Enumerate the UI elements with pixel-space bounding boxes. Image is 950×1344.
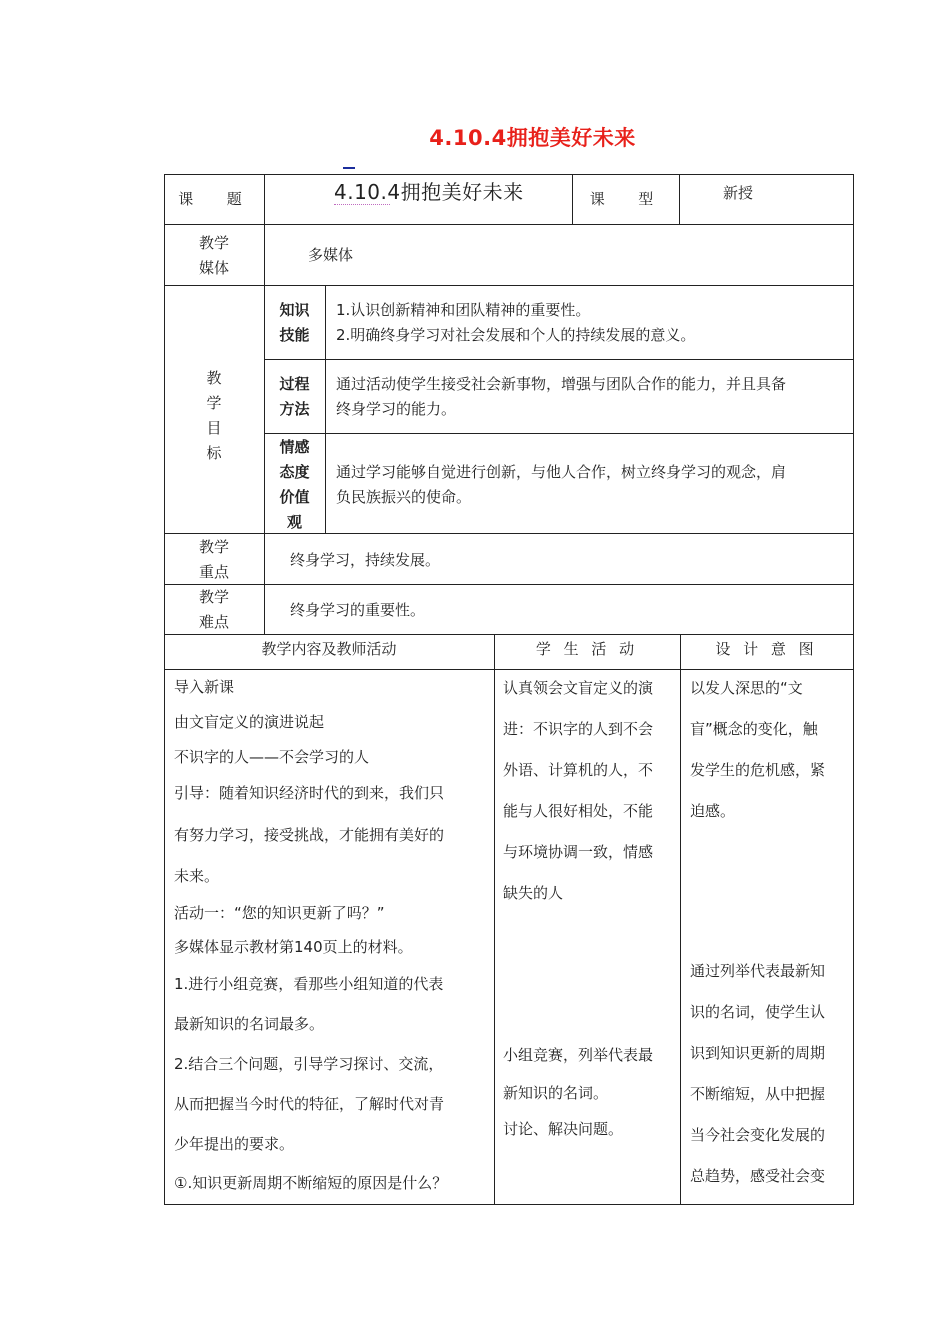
teacher-line: 导入新课 [174,678,235,696]
topic-value: 4.10.4拥抱美好未来 [334,180,524,204]
goal-text-line: 终身学习的能力。 [336,400,457,418]
goal-attitude-text [336,460,848,510]
teacher-line: 由文盲定义的演进说起 [174,713,325,731]
key-label [164,535,264,585]
goal-process-text [336,372,848,422]
difficulty-label [164,585,264,635]
row-divider [265,433,854,434]
key-label-line-2: 重点 [198,563,229,581]
media-value: 多媒体 [308,246,354,264]
teacher-line: 少年提出的要求。 [174,1135,295,1153]
table-border-bottom [164,1204,854,1205]
type-value: 新授 [723,184,754,202]
design-line: 识到知识更新的周期 [690,1044,826,1062]
design-intent-block-1 [690,668,850,832]
col-divider [325,285,326,533]
goals-label-char: 教 [206,369,222,387]
teacher-line: 未来。 [174,867,220,885]
type-label [572,187,679,212]
student-line: 能与人很好相处，不能 [503,802,654,820]
teacher-line: 不识字的人——不会学习的人 [174,748,370,766]
teacher-line: 引导：随着知识经济时代的到来，我们只 [174,784,445,802]
difficulty-label-line-2: 难点 [198,613,229,631]
goal-label-line: 技能 [279,326,310,344]
difficulty-label-line-1: 教学 [198,588,229,606]
row-divider [164,584,854,585]
design-line: 识的名词，使学生认 [690,1003,826,1021]
media-label [164,231,264,281]
header-design-text: 设 计 意 图 [715,640,818,658]
student-line: 认真领会文盲定义的演 [503,679,654,697]
student-activity-block-1 [503,668,678,914]
teacher-line: ①.知识更新周期不断缩短的原因是什么？ [174,1174,448,1192]
goal-text-line: 2.明确终身学习对社会发展和个人的持续发展的意义。 [336,326,696,344]
header-student [494,637,680,662]
goal-label-line: 过程 [279,375,310,393]
design-intent-block-2 [690,951,850,1197]
media-label-line-1: 教学 [198,234,229,252]
key-label-line-1: 教学 [198,538,229,556]
topic-label [164,187,264,212]
goal-text-line: 通过学习能够自觉进行创新，与他人合作，树立终身学习的观念，肩 [336,463,787,481]
header-student-text: 学 生 活 动 [535,640,639,658]
header-design [680,637,853,662]
row-divider [164,634,854,635]
teacher-line: 活动一：“您的知识更新了吗？” [174,904,385,922]
student-line: 外语、计算机的人，不 [503,761,654,779]
teacher-line: 1.进行小组竞赛，看那些小组知道的代表 [174,975,444,993]
goal-label-line: 价值 [279,488,310,506]
goal-text-line: 1.认识创新精神和团队精神的重要性。 [336,301,591,319]
teacher-activity-column [174,672,490,1202]
table-border-right [853,174,854,1205]
teacher-line: 最新知识的名词最多。 [174,1015,325,1033]
teacher-line: 有努力学习，接受挑战，才能拥有美好的 [174,826,445,844]
goal-label-line: 观 [286,513,302,531]
goal-knowledge-text [336,298,848,348]
goal-knowledge-label [264,298,325,348]
goals-label [164,366,264,466]
row-divider [164,224,854,225]
table-border-left [164,174,165,1205]
goal-process-label [264,372,325,422]
design-line: 不断缩短，从中把握 [690,1085,826,1103]
type-label-text: 课 型 [589,190,662,208]
design-line: 发学生的危机感，紧 [690,761,826,779]
design-line: 当今社会变化发展的 [690,1126,826,1144]
table-border-top [164,174,854,175]
student-line: 进：不识字的人到不会 [503,720,654,738]
goals-label-char: 目 [206,419,222,437]
goals-label-char: 标 [206,444,222,462]
col-divider [679,174,680,224]
row-divider [265,359,854,360]
design-line: 迫感。 [690,802,736,820]
student-line: 讨论、解决问题。 [503,1120,624,1138]
media-label-line-2: 媒体 [198,259,229,277]
student-line: 新知识的名词。 [503,1084,609,1102]
student-line: 小组竞赛，列举代表最 [503,1046,654,1064]
row-divider [164,285,854,286]
decorative-mark [343,167,355,169]
goal-label-line: 情感 [279,438,310,456]
teacher-line: 2.结合三个问题，引导学习探讨、交流， [174,1055,444,1073]
teacher-line: 从而把握当今时代的特征，了解时代对青 [174,1095,445,1113]
key-value: 终身学习，持续发展。 [290,551,441,569]
document-title: 4.10.4拥抱美好未来 [429,126,636,150]
goal-text-line: 负民族振兴的使命。 [336,488,472,506]
student-line: 与环境协调一致，情感 [503,843,654,861]
col-divider [680,634,681,1205]
design-line: 通过列举代表最新知 [690,962,826,980]
student-activity-block-2 [503,1035,678,1147]
difficulty-value: 终身学习的重要性。 [290,601,426,619]
design-line: 盲”概念的变化，触 [690,720,818,738]
goals-label-char: 学 [206,394,222,412]
header-teacher: 教学内容及教师活动 [261,640,397,658]
goal-text-line: 通过活动使学生接受社会新事物，增强与团队合作的能力，并且具备 [336,375,787,393]
goal-label-line: 态度 [279,463,310,481]
goal-label-line: 方法 [279,400,310,418]
goal-label-line: 知识 [279,301,310,319]
goal-attitude-label [264,435,325,535]
student-line: 缺失的人 [503,884,564,902]
topic-label-text: 课 题 [178,190,250,208]
teacher-line: 多媒体显示教材第140页上的材料。 [174,938,413,956]
design-line: 总趋势，感受社会变 [690,1167,826,1185]
col-divider [494,634,495,1205]
design-line: 以发人深思的“文 [690,679,803,697]
